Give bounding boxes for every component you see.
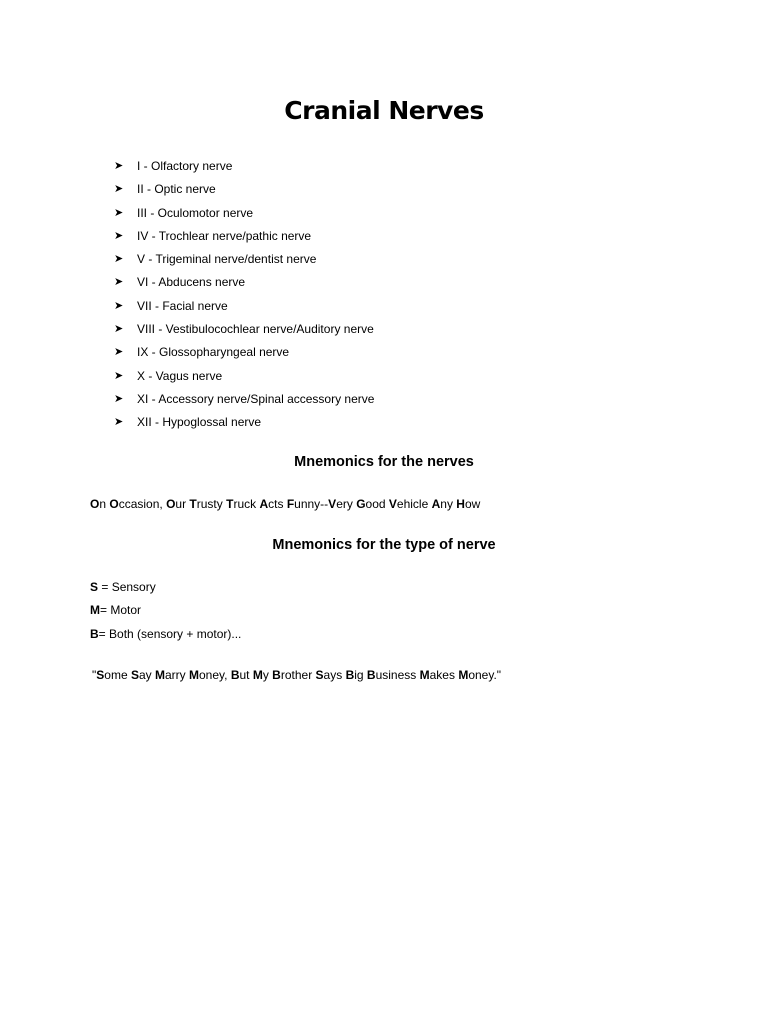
mnemonic-initial: B	[272, 668, 281, 682]
mnemonic-initial: T	[189, 497, 197, 511]
arrowhead-bullet-icon: ➤	[114, 346, 124, 359]
mnemonic-initial: A	[259, 497, 269, 511]
mnemonic-text: rusty	[196, 497, 227, 511]
nerve-list-item	[114, 411, 374, 434]
legend-text: = Sensory	[98, 580, 156, 594]
nerve-list-item	[114, 388, 374, 411]
legend-key: S	[90, 580, 99, 594]
mnemonic-text: arry	[165, 668, 189, 682]
section-heading-nerve-mnemonics: Mnemonics for the nerves	[294, 454, 474, 470]
mnemonic-initial: S	[96, 668, 105, 682]
arrowhead-bullet-icon: ➤	[114, 323, 124, 336]
mnemonic-text: ays	[323, 668, 346, 682]
mnemonic-initial: S	[315, 668, 324, 682]
arrowhead-bullet-icon: ➤	[114, 369, 124, 382]
mnemonic-text: usiness	[375, 668, 420, 682]
legend-text: = Both (sensory + motor)...	[98, 627, 242, 641]
mnemonic-text: ny	[440, 497, 457, 511]
mnemonic-text: ehicle	[396, 497, 432, 511]
legend-text: = Motor	[100, 603, 142, 617]
nerve-list-item	[114, 365, 374, 388]
nerve-list-item	[114, 202, 374, 225]
nerve-mnemonic-sentence	[90, 497, 480, 511]
mnemonic-initial: O	[166, 497, 176, 511]
mnemonic-text: akes	[429, 668, 459, 682]
section-heading-type-mnemonics: Mnemonics for the type of nerve	[272, 537, 496, 553]
nerve-label: VII - Facial nerve	[137, 298, 228, 313]
nerve-list-item	[114, 271, 374, 294]
mnemonic-initial: A	[431, 497, 441, 511]
mnemonic-text: ccasion,	[118, 497, 167, 511]
mnemonic-text: oney,	[199, 668, 231, 682]
mnemonic-initial: S	[130, 668, 139, 682]
nerve-label: VI - Abducens nerve	[137, 275, 246, 290]
mnemonic-text: ood	[365, 497, 389, 511]
nerve-list-item	[114, 341, 374, 364]
mnemonic-initial: T	[226, 497, 234, 511]
mnemonic-text: oney."	[468, 668, 502, 682]
nerve-label: IX - Glossopharyngeal nerve	[137, 345, 290, 360]
mnemonic-text: ome	[104, 668, 131, 682]
mnemonic-initial: M	[189, 668, 199, 682]
arrowhead-bullet-icon: ➤	[114, 160, 124, 172]
mnemonic-initial: M	[419, 668, 430, 682]
nerve-label: IV - Trochlear nerve/pathic nerve	[137, 228, 312, 243]
nerve-label: VIII - Vestibulocochlear nerve/Auditory nerve	[137, 322, 374, 337]
mnemonic-initial: G	[356, 497, 366, 511]
mnemonic-initial: B	[345, 668, 355, 682]
nerve-label: XI - Accessory nerve/Spinal accessory nerve	[137, 391, 375, 406]
nerve-label: II - Optic nerve	[137, 182, 216, 197]
nerve-list-item	[114, 295, 374, 318]
mnemonic-initial: V	[388, 497, 397, 511]
nerve-label: I - Olfactory nerve	[137, 159, 233, 173]
nerve-label: XII - Hypoglossal nerve	[137, 415, 262, 430]
arrowhead-bullet-icon: ➤	[114, 299, 124, 312]
arrowhead-bullet-icon: ➤	[114, 253, 124, 266]
legend-key: B	[90, 627, 99, 641]
arrowhead-bullet-icon: ➤	[114, 206, 124, 219]
mnemonic-text: rother	[280, 668, 316, 682]
nerve-label: III - Oculomotor nerve	[137, 205, 254, 220]
mnemonic-text: n	[99, 497, 110, 511]
mnemonic-initial: O	[109, 497, 119, 511]
mnemonic-text: ut	[239, 668, 253, 682]
mnemonic-text: ruck	[233, 497, 260, 511]
mnemonic-text: ery	[336, 497, 357, 511]
mnemonic-text: ay	[138, 668, 155, 682]
mnemonic-text: cts	[268, 497, 287, 511]
legend-line	[90, 603, 141, 617]
type-mnemonic-sentence	[92, 668, 501, 682]
legend-key: M	[90, 603, 100, 617]
mnemonic-text: ow	[464, 497, 481, 511]
legend-line	[90, 580, 156, 594]
mnemonic-text: "	[92, 668, 97, 682]
mnemonic-initial: H	[456, 497, 465, 511]
legend-line	[90, 627, 241, 641]
nerve-list-item	[114, 318, 374, 341]
mnemonic-initial: B	[230, 668, 240, 682]
mnemonic-text: ig	[354, 668, 367, 682]
arrowhead-bullet-icon: ➤	[114, 183, 124, 196]
nerve-list-item	[114, 225, 374, 248]
arrowhead-bullet-icon: ➤	[114, 392, 124, 405]
nerve-list-item	[114, 178, 374, 201]
mnemonic-initial: O	[90, 497, 100, 511]
nerve-label: V - Trigeminal nerve/dentist nerve	[137, 252, 317, 267]
arrowhead-bullet-icon: ➤	[114, 416, 124, 429]
mnemonic-initial: M	[458, 668, 469, 682]
arrowhead-bullet-icon: ➤	[114, 229, 124, 242]
mnemonic-text: y	[262, 668, 273, 682]
mnemonic-initial: M	[155, 668, 165, 682]
cranial-nerve-list	[114, 155, 374, 435]
mnemonic-initial: F	[286, 497, 295, 511]
nerve-list-item	[114, 248, 374, 271]
mnemonic-text: unny--	[294, 497, 329, 511]
mnemonic-text: ur	[175, 497, 190, 511]
nerve-list-item	[114, 155, 374, 178]
mnemonic-initial: B	[366, 668, 376, 682]
mnemonic-initial: V	[328, 497, 337, 511]
mnemonic-initial: M	[252, 668, 263, 682]
nerve-label: X - Vagus nerve	[137, 368, 223, 383]
arrowhead-bullet-icon: ➤	[114, 276, 124, 289]
page-title: Cranial Nerves	[284, 96, 484, 125]
